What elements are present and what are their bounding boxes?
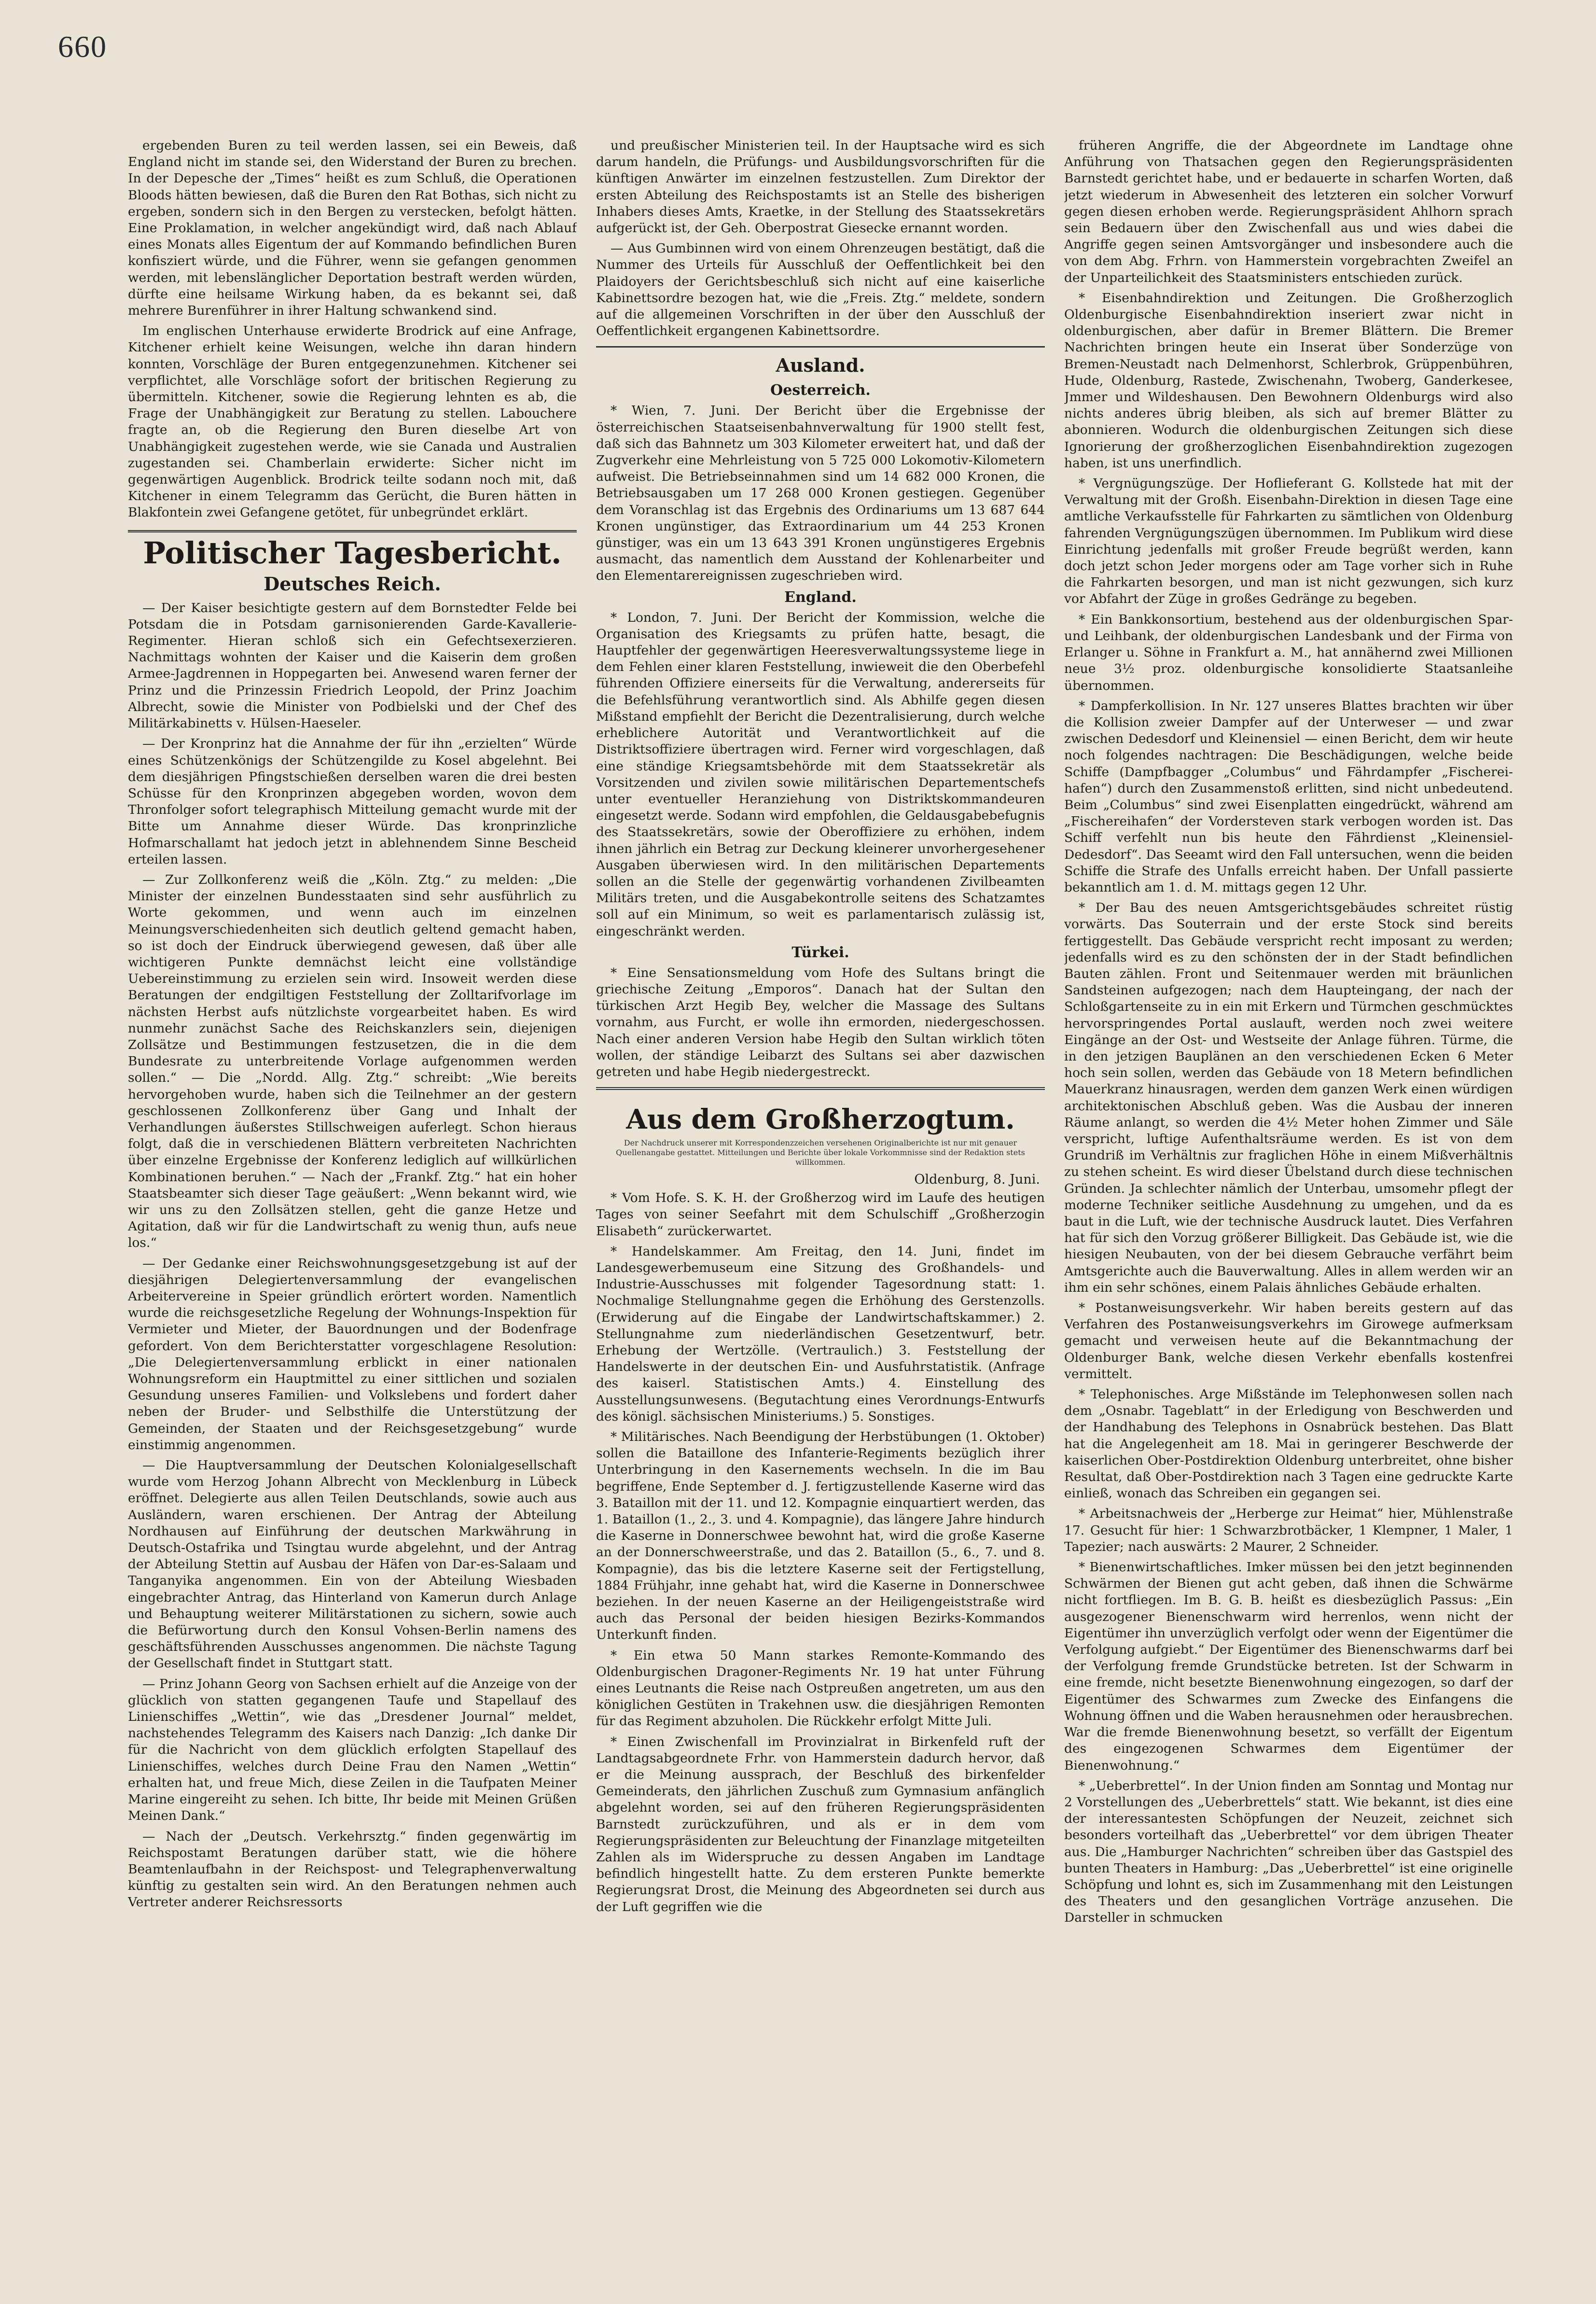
article-paragraph: — Nach der „Deutsch. Verkehrsztg.“ finden gegenwärtig im Reichspostamt Beratungen darüber statt, wie die höhere Beamtenlaufbahn in der Reichspost- und Telegraphenverwaltung künftig zu gestalten sein wird. An den Beratungen nehmen auch Vertreter anderer Reichsressorts xyxy=(128,1829,577,1910)
article-paragraph: * Handelskammer. Am Freitag, den 14. Juni, findet im Landesgewerbemuseum eine Sitzung des Großhandels- und Industrie-Ausschusses mit folgender Tagesordnung statt: 1. Nochmalige Stellungnahme gegen die Erhöhung des Gerstenzolls. (Erwiderung auf die Eingabe der Landwirtschaftskammer.) 2. Stellungnahme zum niederländischen Gesetzentwurf, betr. Erhebung der Wertzölle. (Vertraulich.) 3. Feststellung der Handelswerte in der deutschen Ein- und Ausfuhrstatistik. (Anfrage des kaiserl. Statistischen Amts.) 4. Einstellung des Ausstellungsunwesens. (Begutachtung eines Verordnungs-Entwurfs des königl. sächsischen Ministeriums.) 5. Sonstiges. xyxy=(596,1243,1045,1424)
country-heading: Oesterreich. xyxy=(770,382,871,399)
country-heading: Türkei. xyxy=(791,944,849,961)
article-paragraph: * Vergnügungszüge. Der Hoflieferant G. Kollstede hat mit der Verwaltung mit der Großh. Eisenbahn-Direktion in diesen Tage eine amtliche Verkaufsstelle für Fahrkarten zu sämtlichen von Oldenburg fahrenden Vergnügungszügen übernommen. Im Publikum wird diese Einrichtung jedenfalls mit großer Freude begrüßt werden, kann doch jetzt schon Jeder morgens oder am Tage vorher sich in Ruhe die Fahrkarten besorgen, und man ist nicht gezwungen, sich kurz vor Abfahrt der Züge in großes Gedränge zu begeben. xyxy=(1064,476,1513,607)
article-paragraph: * Arbeitsnachweis der „Herberge zur Heimat“ hier, Mühlenstraße 17. Gesucht für hier: 1 Schwarzbrotbäcker, 1 Klempner, 1 Maler, 1 Tapezier; nach auswärts: 2 Maurer, 2 Schneider. xyxy=(1064,1506,1513,1554)
article-paragraph: früheren Angriffe, die der Abgeordnete im Landtage ohne Anführung von Thatsachen gegen den Regierungspräsidenten Barnstedt gerichtet habe, und er bedauerte in scharfen Worten, daß jetzt wiederum in Abwesenheit des letzteren ein solcher Vorwurf gegen diesen erhoben werde. Regierungspräsident Ahlhorn sprach sein Bedauern über den Zwischenfall aus und wies dabei die Angriffe gegen seinen Amtsvorgänger und insbesondere auch die von dem Abg. Frhrn. von Hammerstein vorgebrachten Zweifel an der Unparteilichkeit des Staatsministers entschieden zurück. xyxy=(1064,138,1513,285)
article-paragraph: * Vom Hofe. S. K. H. der Großherzog wird im Laufe des heutigen Tages von seiner Seefahrt mit dem Schulschiff „Großherzogin Elisabeth“ zurückerwartet. xyxy=(596,1190,1045,1239)
page-number: 660 xyxy=(58,29,107,64)
article-paragraph: — Der Kronprinz hat die Annahme der für ihn „erzielten“ Würde eines Schützenkönigs der Schützengilde zu Kosel abgelehnt. Bei dem diesjährigen Pfingstschießen derselben waren die drei besten Schüsse für den Kronprinzen abgegeben worden, wovon dem Thronfolger sofort telegraphisch Mitteilung gemacht wurde mit der Bitte um Annahme dieser Würde. Das kronprinzliche Hofmarschallamt hat jedoch jetzt in ablehnendem Sinne Bescheid erteilen lassen. xyxy=(128,736,577,867)
column-1 xyxy=(128,138,577,2252)
article-paragraph: * Postanweisungsverkehr. Wir haben bereits gestern auf das Verfahren des Postanweisungsverkehrs im Girowege aufmerksam gemacht und verweisen heute auf die Bekanntmachung der Oldenburger Bank, welche diesen Verkehr ebenfalls kostenfrei vermittelt. xyxy=(1064,1300,1513,1382)
article-paragraph: * Telephonisches. Arge Mißstände im Telephonwesen sollen nach dem „Osnabr. Tageblatt“ in der Erledigung von Beschwerden und der Handhabung des Telephons in Osnabrück bestehen. Das Blatt hat die Angelegenheit am 18. Mai in geringerer Beschwerde der kaiserlichen Ober-Postdirektion Oldenburg unterbreitet, ohne bisher Resultat, daß Ober-Postdirektion nach 3 Tagen eine gedruckte Karte einließ, wonach das Schreiben ein gegangen sei. xyxy=(1064,1387,1513,1501)
editorial-note: Der Nachdruck unserer mit Korrespondenzzeichen versehenen Originalberichte ist nur mit genauer Quellenangabe gestattet. Mitteilungen und Berichte über lokale Vorkommnisse sind der Redaktion stets willkommen. xyxy=(616,1138,1025,1167)
article-paragraph: * Der Bau des neuen Amtsgerichtsgebäudes schreitet rüstig vorwärts. Das Souterrain und der erste Stock sind bereits fertiggestellt. Das Gebäude verspricht recht imposant zu werden; jedenfalls wird es zu den schönsten der in der Stadt befindlichen Bauten zählen. Front und Seitenmauer werden mit bräunlichen Sandsteinen aufgezogen; nach dem Haupteingang, der nach der Schloßgartenseite zu in ein mit Erkern und Türmchen geschmücktes hervorspringendes Portal auslauft, werden noch zwei weitere Eingänge an der Ost- und Westseite der Anlage führen. Türme, die in den jetzigen Bauplänen an den verschiedenen Ecken 6 Meter hoch sein sollen, werden das Gebäude von 18 Metern befindlichen Mauerkranz hinausragen, werden dem ganzen Werk einen würdigen architektonischen Abschluß geben. Was die Ausbau der inneren Räume anlangt, so werden die 4½ Meter hohen Zimmer und Säle verspricht, luftige Aufenthaltsräume werden. Es ist von dem Grundriß im Verhältnis zur fraglichen Höhe in einem Mißverhältnis zu stehen scheint. Es wird dieser Übelstand durch diese technischen Gründen. Ja schlechter nämlich der Unterbau, umsomehr pflegt der moderne Techniker seitliche Ausdehnung zu umgehen, und da es baut in die Luft, wie der technische Ausdruck lautet. Dies Verfahren hat für sich den Vorzug größerer Billigkeit. Das Gebäude ist, wie die hiesigen Neubauten, von der bei diesem Gebrauche verfährt beim Amtsgerichte auch die Bauverwaltung. Alles in allem werden wir an ihm ein sehr schönes, einem Palais ähnliches Gebäude erhalten. xyxy=(1064,900,1513,1295)
article-paragraph: und preußischer Ministerien teil. In der Hauptsache wird es sich darum handeln, die Prüfungs- und Ausbildungsvorschriften für die künftigen Anwärter im einzelnen festzustellen. Zum Direktor der ersten Abteilung des Reichspostamts ist an Stelle des bisherigen Inhabers dieses Amts, Kraetke, in der Stellung des Staatssekretärs aufgerückt ist, der Geh. Oberpostrat Giesecke ernannt worden. xyxy=(596,138,1045,236)
article-paragraph: ergebenden Buren zu teil werden lassen, sei ein Beweis, daß England nicht im stande sei, den Widerstand der Buren zu brechen. In der Depesche der „Times“ heißt es zum Schluß, die Operationen Bloods hätten bewiesen, daß die Buren den Rat Bothas, sich nicht zu ergeben, sondern sich in den Bergen zu verstecken, befolgt hätten. Eine Proklamation, in welcher angekündigt wird, daß nach Ablauf eines Monats alles Eigentum der auf Kommando befindlichen Buren konfisziert würde, und die Führer, wenn sie gefangen genommen werden, mit lebenslänglicher Deportation bestraft werden würden, dürfte eine heilsame Wirkung haben, da es bekannt sei, daß mehrere Burenführer in ihrer Haltung schwankend sind. xyxy=(128,138,577,319)
article-paragraph: — Der Kaiser besichtigte gestern auf dem Bornstedter Felde bei Potsdam die in Potsdam garnisonierenden Garde-Kavallerie-Regimenter. Hieran schloß sich ein Gefechtsexerzieren. Nachmittags wohnten der Kaiser und die Kaiserin dem großen Armee-Jagdrennen in Hoppegarten bei. Anwesend waren ferner der Prinz und die Prinzessin Friedrich Leopold, der Prinz Joachim Albrecht, sowie die Minister von Podbielski und der Chef des Militärkabinetts v. Hülsen-Haeseler. xyxy=(128,600,577,731)
divider xyxy=(596,1087,1045,1090)
section-title: Aus dem Großherzogtum. xyxy=(626,1103,1015,1136)
dateline: Oldenburg, 8. Juni. xyxy=(914,1172,1040,1187)
article-paragraph: * Einen Zwischenfall im Provinzialrat in Birkenfeld ruft der Landtagsabgeordnete Frhr. von Hammerstein dadurch hervor, daß er die Meinung aussprach, der Beschluß des birkenfelder Gemeinderats, den jährlichen Zuschuß zum Gymnasium anfänglich abgelehnt worden, sei auf den früheren Regierungspräsidenten Barnstedt zurückzuführen, und als er in dem vom Regierungspräsidenten zur Beleuchtung der Finanzlage mitgeteilten Zahlen als im Widerspruche zu dessen Angaben im Landtage befindlich hingestellt hatte. Zu dem ersteren Punkte bemerkte Regierungsrat Drost, die Meinung des Abgeordneten sei durch aus der Luft gegriffen wie die xyxy=(596,1734,1045,1914)
country-heading: England. xyxy=(784,588,857,606)
article-paragraph: * Dampferkollision. In Nr. 127 unseres Blattes brachten wir über die Kollision zweier Dampfer auf der Unterweser — und zwar zwischen Dedesdorf und Kleinensiel — einen Bericht, dem wir heute noch folgendes nachtragen: Die Beschädigungen, welche beide Schiffe (Dampfbagger „Columbus“ und Fährdampfer „Fischereihafen“) durch den Zusammenstoß erlitten, sind nicht unbedeutend. Beim „Columbus“ sind zwei Eisenplatten eingedrückt, während am „Fischereihafen“ der Vordersteven stark verbogen worden ist. Das Schiff verfehlt nun bis heute den Fährdienst „Kleinensiel-Dedesdorf“. Das Seeamt wird den Fall untersuchen, wenn die beiden Schiffe die Strafe des Unfalls erreicht haben. Der Unfall passierte bekanntlich am 1. d. M. mittags gegen 12 Uhr. xyxy=(1064,698,1513,895)
article-paragraph: * Bienenwirtschaftliches. Imker müssen bei den jetzt beginnenden Schwärmen der Bienen gut acht geben, daß ihnen die Schwärme nicht fortfliegen. Im B. G. B. heißt es diesbezüglich Passus: „Ein ausgezogener Bienenschwarm wird herrenlos, wenn nicht der Eigentümer ihn unverzüglich verfolgt oder wenn der Eigentümer die Verfolgung aufgiebt.“ Der Eigentümer des Bienenschwarms darf bei der Verfolgung fremde Grundstücke betreten. Ist der Schwarm in eine fremde, nicht besetzte Bienenwohnung eingezogen, so darf der Eigentümer des Schwarmes zum Zwecke des Einfangens die Wohnung öffnen und die Waben herausnehmen oder herausbrechen. War die fremde Bienenwohnung besetzt, so verfällt der Eigentum des eingezogenen Schwarmes dem Eigentümer der Bienenwohnung.“ xyxy=(1064,1560,1513,1773)
article-paragraph: * London, 7. Juni. Der Bericht der Kommission, welche die Organisation des Kriegsamts zu prüfen hatte, besagt, die Hauptfehler der gegenwärtigen Heeresverwaltungssysteme liege in dem Fehlen einer klaren Feststellung, inwieweit die den Oberbefehl führenden Offiziere einerseits für die Verwaltung, andererseits für die Befehlsführung verantwortlich sind. Als Abhilfe gegen diesen Mißstand empfiehlt der Bericht die Dezentralisierung, durch welche erheblichere Autorität und Verantwortlichkeit auf die Distriktsoffiziere übertragen wird. Ferner wird vorgeschlagen, daß eine ständige Kriegsamtsbehörde mit dem Staatssekretär als Vorsitzenden und zivilen sowie militärischen Departementschefs unter eventueller Heranziehung von Distriktskommandeuren eingesetzt werde. Sodann wird empfohlen, die Geldausgabebefugnis des Staatssekretärs, sowie der Oberoffiziere zu erhöhen, indem ihnen jährlich ein Betrag zur Deckung kleinerer unvorhergesehener Ausgaben überwiesen wird. In den militärischen Departements sollen an die Stelle der gegenwärtig vorhandenen Zivilbeamten Militärs treten, und die Ausgabekontrolle seitens des Schatzamtes soll auf ein Minimum, so weit es parlamentarisch zulässig ist, eingeschränkt werden. xyxy=(596,610,1045,939)
column-3 xyxy=(1064,138,1513,2252)
article-paragraph: * Militärisches. Nach Beendigung der Herbstübungen (1. Oktober) sollen die Bataillone des Infanterie-Regiments bezüglich ihrer Unterbringung in den Kasernements wechseln. In die im Bau begriffene, Ende September d. J. fertigzustellende Kaserne wird das 3. Bataillon mit der 11. und 12. Kompagnie einquartiert werden, das 1. Bataillon (1., 2., 3. und 4. Kompagnie), das längere Jahre hindurch die Kaserne in Donnerschwee bewohnt hat, wird die große Kaserne an der Donnerschweerstraße, und das 2. Bataillon (5., 6., 7. und 8. Kompagnie), das bis die letztere Kaserne seit der Fertigstellung, 1884 Frühjahr, inne gehabt hat, wird die Kaserne in Donnerschwee beziehen. In der neuen Kaserne an der Heiligengeiststraße wird auch das Personal der beiden hiesigen Bezirks-Kommandos Unterkunft finden. xyxy=(596,1429,1045,1643)
divider xyxy=(596,346,1045,348)
article-paragraph: * Ein etwa 50 Mann starkes Remonte-Kommando des Oldenburgischen Dragoner-Regiments Nr. 19 hat unter Führung eines Leutnants die Reise nach Ostpreußen angetreten, um aus den königlichen Gestüten in Trakehnen usw. die diesjährigen Remonten für das Regiment abzuholen. Die Rückkehr erfolgt Mitte Juli. xyxy=(596,1648,1045,1729)
article-paragraph: — Aus Gumbinnen wird von einem Ohrenzeugen bestätigt, daß die Nummer des Urteils für Ausschluß der Oeffentlichkeit bei den Plaidoyers der Gerichtsbeschluß sich nicht auf eine kaiserliche Kabinettsordre bezogen hat, wie die „Freis. Ztg.“ meldete, sondern auf die allgemeinen Vorschriften in der über den Ausschluß der Oeffentlichkeit ergangenen Kabinettsordre. xyxy=(596,241,1045,339)
section-title: Politischer Tagesbericht. xyxy=(128,530,577,570)
article-paragraph: — Der Gedanke einer Reichswohnungsgesetzgebung ist auf der diesjährigen Delegiertenversammlung der evangelischen Arbeitervereine in Speier gründlich erörtert worden. Namentlich wurde die reichsgesetzliche Regelung der Wohnungs-Inspektion für Vermieter und Mieter, der Bauordnungen und der Bodenfrage gefordert. Von dem Berichterstatter vorgeschlagene Resolution: „Die Delegiertenversammlung erblickt in einer nationalen Wohnungsreform ein Hauptmittel zu einer sittlichen und sozialen Gesundung unseres Familien- und Volkslebens und fordert daher neben der Bruder- und Selbsthilfe die Unterstützung der Gemeinden, der Staaten und der Reichsgesetzgebung“ wurde einstimmig angenommen. xyxy=(128,1256,577,1452)
column-2 xyxy=(596,138,1045,2252)
article-paragraph: Im englischen Unterhause erwiderte Brodrick auf eine Anfrage, Kitchener erhielt keine Weisungen, welche ihn daran hindern konnten, Vorschläge der Buren entgegenzunehmen. Kitchener sei verpflichtet, alle Vorschläge sofort der britischen Regierung zu übermitteln. Kitchener, sowie die Regierung lehnten es ab, die Frage der Unabhängigkeit zur Beratung zu stellen. Labouchere fragte an, ob die Regierung den Buren dieselbe Art von Unabhängigkeit zugestehen werde, wie sie Canada und Australien zugestanden sei. Chamberlain erwiderte: Sicher nicht im gegenwärtigen Augenblick. Brodrick teilte sodann noch mit, daß Kitchener in einem Telegramm das Gerücht, die Buren hätten in Blakfontein zwei Gefangene getötet, für unbegründet erklärt. xyxy=(128,323,577,520)
article-paragraph: * Wien, 7. Juni. Der Bericht über die Ergebnisse der österreichischen Staatseisenbahnverwaltung für 1900 stellt fest, daß sich das Bahnnetz um 303 Kilometer erweitert hat, und daß der Zugverkehr eine Mehrleistung von 5 725 000 Lokomotiv-Kilometern aufweist. Die Betriebseinnahmen sind um 14 682 000 Kronen, die Betriebsausgaben um 17 268 000 Kronen gestiegen. Gegenüber dem Voranschlag ist das Ergebnis des Ordinariums um 13 687 644 Kronen ungünstiger, das Extraordinarium um 44 253 Kronen günstiger, was ein um 13 643 391 Kronen ungünstigeres Ergebnis ausmacht, das namentlich dem Ausstand der Kohlenarbeiter und den Elementarereignissen zugeschrieben wird. xyxy=(596,403,1045,584)
article-paragraph: — Prinz Johann Georg von Sachsen erhielt auf die Anzeige von der glücklich von statten gegangenen Taufe und Stapellauf des Linienschiffes „Wettin“, wie das „Dresdener Journal“ meldet, nachstehendes Telegramm des Kaisers nach Danzig: „Ich danke Dir für die Nachricht von dem glücklich erfolgten Stapellauf des Linienschiffes, welches durch Deine Frau den Namen „Wettin“ erhalten hat, und freue Mich, diese Zeilen in die Taufpaten Meiner Marine eingereiht zu sehen. Ich bitte, Ihr beide mit Meinen Grüßen Meinen Dank.“ xyxy=(128,1676,577,1824)
article-paragraph: * Eisenbahndirektion und Zeitungen. Die Großherzoglich Oldenburgische Eisenbahndirektion inseriert zwar nicht in oldenburgischen, aber dafür in Bremer Blättern. Die Bremer Nachrichten bringen heute ein Inserat über Sonderzüge von Bremen-Neustadt nach Delmenhorst, Schlerbrok, Grüppenbühren, Hude, Oldenburg, Rastede, Zwischenahn, Twoberg, Ganderkesee, Jmmer und Wildeshausen. Den Bewohnern Oldenburgs wird also nichts anderes übrig bleiben, als sich auf bremer Blätter zu abonnieren. Wodurch die oldenburgischen Zeitungen sich diese Ignorierung der großherzoglichen Eisenbahndirektion zugezogen haben, ist uns unerfindlich. xyxy=(1064,290,1513,471)
article-paragraph: * Ein Bankkonsortium, bestehend aus der oldenburgischen Spar- und Leihbank, der oldenburgischen Landesbank und der Firma von Erlanger u. Söhne in Frankfurt a. M., hat annähernd zwei Millionen neue 3½ proz. oldenburgische konsolidierte Staatsanleihe übernommen. xyxy=(1064,612,1513,693)
section-subheading: Deutsches Reich. xyxy=(264,573,441,595)
article-paragraph: * „Ueberbrettel“. In der Union finden am Sonntag und Montag nur 2 Vorstellungen des „Ueberbrettels“ statt. Wie bekannt, ist dies eine der interessantesten Schöpfungen der Neuzeit, zeichnet sich besonders vorteilhaft das „Ueberbrettel“ vor dem übrigen Theater aus. Die „Hamburger Nachrichten“ schreiben über das Gastspiel des bunten Theaters in Hamburg: „Das „Ueberbrettel“ ist eine originelle Schöpfung und lohnt es, sich im Zusammenhang mit den Leistungen des Theaters und den gesanglichen Vorträge anzusehen. Die Darsteller in schmucken xyxy=(1064,1778,1513,1926)
article-paragraph: — Zur Zollkonferenz weiß die „Köln. Ztg.“ zu melden: „Die Minister der einzelnen Bundesstaaten sind sehr ausführlich zu Worte gekommen, und wenn auch im einzelnen Meinungsverschiedenheiten sich deutlich geltend gemacht haben, so ist doch der Eindruck überwiegend gewesen, daß über alle wichtigeren Punkte demnächst leicht eine vollständige Uebereinstimmung zu erzielen sein wird. Insoweit werden diese Beratungen der endgiltigen Feststellung der Zolltarifvorlage im nächsten Herbst aufs nützlichste vorgearbeitet haben. Es wird nunmehr zunächst Sache des Reichskanzlers sein, diejenigen Zollsätze und Bestimmungen festzusetzen, die in die dem Bundesrate zu unterbreitende Vorlage aufgenommen werden sollen.“ — Die „Nordd. Allg. Ztg.“ schreibt: „Wie bereits hervorgehoben wurde, haben sich die Teilnehmer an der gestern geschlossenen Zollkonferenz über Gang und Inhalt der Verhandlungen äußerstes Stillschweigen auferlegt. Schon hieraus folgt, daß die in verschiedenen Blättern verbreiteten Nachrichten über einzelne Ergebnisse der Konferenz lediglich auf willkürlichen Kombinationen beruhen.“ — Nach der „Frankf. Ztg.“ hat ein hoher Staatsbeamter sich dieser Tage geäußert: „Wenn bekannt wird, wie wir uns zu den Zollsätzen stellen, geht die ganze Hetze und Agitation, daß wir für die Landwirtschaft zu wenig thun, aufs neue los.“ xyxy=(128,872,577,1251)
section-subheading: Ausland. xyxy=(776,354,865,377)
article-paragraph: — Die Hauptversammlung der Deutschen Kolonialgesellschaft wurde vom Herzog Johann Albrecht von Mecklenburg in Lübeck eröffnet. Delegierte aus allen Teilen Deutschlands, sowie auch aus Ausländern, waren erschienen. Der Antrag der Abteilung Nordhausen auf Einführung der deutschen Markwährung in Deutsch-Ostafrika und Tsingtau wurde abgelehnt, und der Antrag der Abteilung Stettin auf Ausbau der Häfen von Dar-es-Salaam und Tanganyika angenommen. Ein von der Abteilung Wiesbaden eingebrachter Antrag, das Hinterland von Kamerun durch Anlage und Behauptung weiterer Militärstationen zu sichern, sowie auch die Befürwortung durch den Konsul Vohsen-Berlin namens des geschäftsführenden Ausschusses angenommen. Die nächste Tagung der Gesellschaft findet in Stuttgart statt. xyxy=(128,1458,577,1671)
newspaper-page xyxy=(128,138,1523,2252)
article-paragraph: * Eine Sensationsmeldung vom Hofe des Sultans bringt die griechische Zeitung „Emporos“. Danach hat der Sultan den türkischen Arzt Hegib Bey, welcher die Massage des Sultans vornahm, aus Furcht, er wolle ihn ermorden, niedergeschossen. Nach einer anderen Version habe Hegib den Sultan wirklich töten wollen, der ständige Leibarzt des Sultans sei aber dazwischen getreten und habe Hegib niedergestreckt. xyxy=(596,965,1045,1079)
